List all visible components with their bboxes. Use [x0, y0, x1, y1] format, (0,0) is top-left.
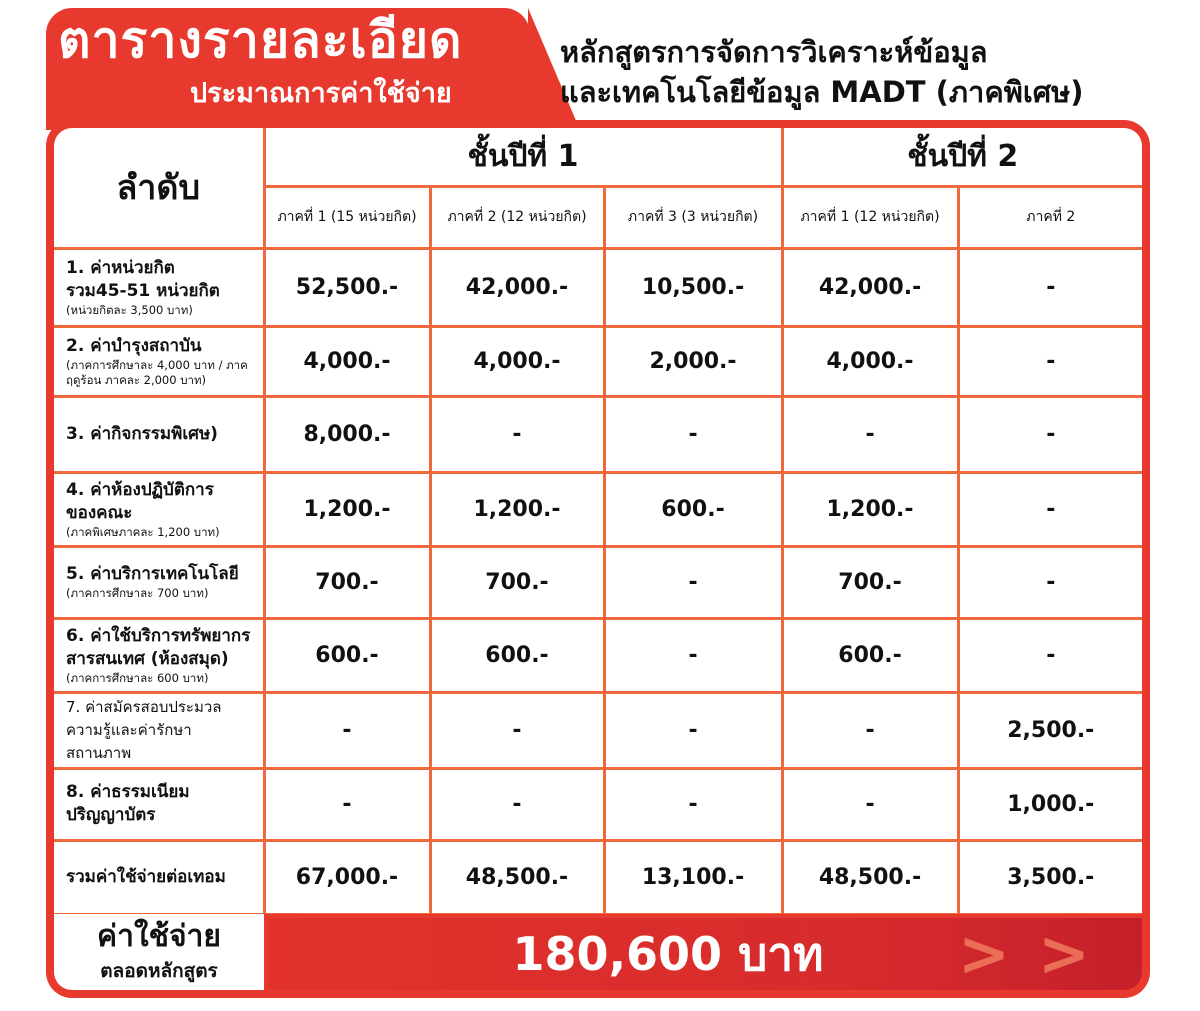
program-total-label-line-2: ตลอดหลักสูตร: [100, 960, 218, 982]
term-header: ภาคที่ 3 (3 หน่วยกิต): [604, 186, 782, 248]
fee-value: -: [782, 692, 958, 768]
fee-item-label: [54, 326, 264, 396]
fee-value: 700.-: [430, 546, 604, 618]
course-title-line-2: และเทคโนโลยีข้อมูล MADT (ภาคพิเศษ): [560, 75, 1084, 109]
fee-value: 4,000.-: [782, 326, 958, 396]
fee-item-name-cont: สารสนเทศ (ห้องสมุด): [66, 648, 229, 669]
fee-value: -: [604, 692, 782, 768]
fee-value: 42,000.-: [782, 248, 958, 326]
fee-item-name: 6. ค่าใช้บริการทรัพยากร: [66, 625, 251, 646]
chevron-right-icon: >: [1038, 917, 1090, 990]
fee-value: 600.-: [264, 618, 430, 692]
fee-value: -: [430, 396, 604, 472]
fee-value: -: [958, 472, 1142, 546]
chevron-right-icon: >: [958, 917, 1010, 990]
term-header: ภาคที่ 1 (12 หน่วยกิต): [782, 186, 958, 248]
course-title-line-1: หลักสูตรการจัดการวิเคราะห์ข้อมูล: [560, 35, 988, 69]
fee-value: -: [782, 768, 958, 840]
fee-value: 1,000.-: [958, 768, 1142, 840]
table-row: [54, 618, 1142, 692]
fee-value: 4,000.-: [430, 326, 604, 396]
fee-item-label: [54, 618, 264, 692]
table-row: [54, 768, 1142, 840]
fee-item-name: 4. ค่าห้องปฏิบัติการ: [66, 479, 214, 500]
fee-value: 600.-: [782, 618, 958, 692]
term-header: ภาคที่ 2: [958, 186, 1142, 248]
fee-value: -: [430, 692, 604, 768]
table-row: [54, 472, 1142, 546]
fee-value: 1,200.-: [264, 472, 430, 546]
fee-item-name-cont: ความรู้และค่ารักษาสถานภาพ: [66, 720, 192, 762]
fee-table: [54, 128, 1142, 914]
fee-item-note: (ภาคการศึกษาละ 700 บาท): [66, 586, 209, 600]
fee-item-name: 5. ค่าบริการเทคโนโลยี: [66, 564, 239, 584]
fee-value: -: [958, 546, 1142, 618]
fee-value: 700.-: [264, 546, 430, 618]
year-2-header: ชั้นปีที่ 2: [782, 128, 1142, 186]
program-total-label-line-1: ค่าใช้จ่าย: [97, 919, 221, 954]
fee-value: -: [958, 396, 1142, 472]
fee-value: 600.-: [430, 618, 604, 692]
program-total-label: [54, 914, 264, 990]
fee-item-note: (ภาคการศึกษาละ 4,000 บาท / ภาคฤดูร้อน ภาคละ 2,000 บาท): [66, 357, 248, 387]
fee-value: -: [264, 692, 430, 768]
page-subtitle: ประมาณการค่าใช้จ่าย: [190, 78, 452, 109]
fee-value: -: [604, 768, 782, 840]
fee-value: -: [958, 248, 1142, 326]
fee-value: 700.-: [782, 546, 958, 618]
corner-label: ลำดับ: [54, 128, 264, 248]
fee-table-container: [54, 128, 1142, 914]
fee-value: 52,500.-: [264, 248, 430, 326]
fee-item-name: 3. ค่ากิจกรรมพิเศษ): [66, 423, 218, 444]
per-term-total: 67,000.-: [264, 840, 430, 914]
fee-value: 4,000.-: [264, 326, 430, 396]
fee-value: -: [604, 618, 782, 692]
fee-item-label: [54, 692, 264, 768]
fee-value: -: [782, 396, 958, 472]
fee-value: 1,200.-: [782, 472, 958, 546]
per-term-total: 13,100.-: [604, 840, 782, 914]
fee-value: 600.-: [604, 472, 782, 546]
fee-value: 8,000.-: [264, 396, 430, 472]
fee-item-label: [54, 472, 264, 546]
fee-value: -: [958, 618, 1142, 692]
fee-item-name-cont: รวม45-51 หน่วยกิต: [66, 280, 220, 301]
fee-item-name-cont: ปริญญาบัตร: [66, 805, 156, 825]
fee-item-label: [54, 546, 264, 618]
fee-value: 2,500.-: [958, 692, 1142, 768]
program-total-amount: 180,600 บาท: [512, 927, 824, 981]
fee-value: -: [958, 326, 1142, 396]
program-total-band: [268, 918, 1142, 990]
table-row: [54, 546, 1142, 618]
term-header: ภาคที่ 2 (12 หน่วยกิต): [430, 186, 604, 248]
per-term-total: 48,500.-: [430, 840, 604, 914]
fee-value: -: [604, 396, 782, 472]
table-row: [54, 248, 1142, 326]
fee-item-note: (ภาคพิเศษภาคละ 1,200 บาท): [66, 524, 220, 539]
fee-value: 2,000.-: [604, 326, 782, 396]
fee-item-name-cont: ของคณะ: [66, 502, 133, 523]
fee-value: 10,500.-: [604, 248, 782, 326]
table-row: [54, 396, 1142, 472]
fee-item-label: [54, 768, 264, 840]
per-term-total: 48,500.-: [782, 840, 958, 914]
fee-value: 1,200.-: [430, 472, 604, 546]
table-row: [54, 326, 1142, 396]
per-term-total-label: รวมค่าใช้จ่ายต่อเทอม: [66, 866, 226, 887]
fee-item-name: 1. ค่าหน่วยกิต: [66, 257, 175, 278]
fee-item-name: 7. ค่าสมัครสอบประมวล: [66, 697, 222, 716]
term-header: ภาคที่ 1 (15 หน่วยกิต): [264, 186, 430, 248]
table-row: [54, 692, 1142, 768]
per-term-total: 3,500.-: [958, 840, 1142, 914]
course-title: [560, 32, 1180, 112]
fee-item-name: 8. ค่าธรรมเนียม: [66, 782, 190, 802]
fee-value: -: [264, 768, 430, 840]
page-title: ตารางรายละเอียด: [58, 11, 463, 69]
year-1-header: ชั้นปีที่ 1: [264, 128, 782, 186]
fee-item-name: 2. ค่าบำรุงสถาบัน: [66, 335, 202, 356]
fee-item-label: [54, 840, 264, 914]
fee-item-note: (หน่วยกิตละ 3,500 บาท): [66, 302, 193, 317]
fee-item-label: [54, 248, 264, 326]
fee-item-note: (ภาคการศึกษาละ 600 บาท): [66, 670, 209, 685]
fee-item-label: [54, 396, 264, 472]
table-row-total: [54, 840, 1142, 914]
fee-value: -: [604, 546, 782, 618]
fee-value: -: [430, 768, 604, 840]
fee-value: 42,000.-: [430, 248, 604, 326]
